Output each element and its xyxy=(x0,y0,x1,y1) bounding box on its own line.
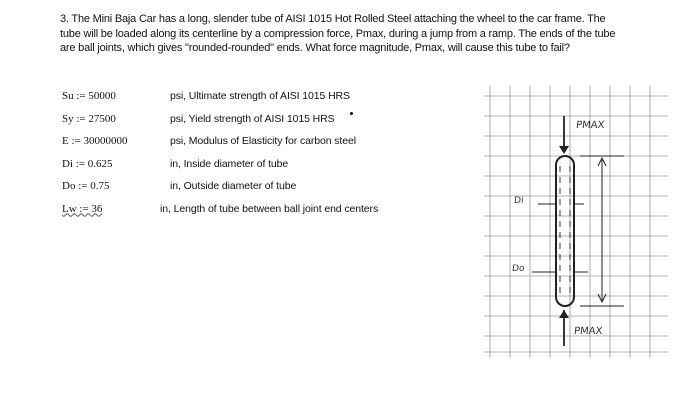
variable-row-su xyxy=(62,90,422,113)
variable-description: psi, Yield strength of AISI 1015 HRS xyxy=(170,112,335,125)
stray-dot-mark xyxy=(350,112,353,115)
variable-description: in, Length of tube between ball joint end centers xyxy=(160,202,379,215)
variable-expression: Do := 0.75 xyxy=(62,180,110,192)
variable-expression: Di := 0.625 xyxy=(62,157,113,170)
variable-expression: Lw := 36 xyxy=(62,202,103,215)
tube-sketch xyxy=(484,86,668,358)
outside-diameter-label: Do xyxy=(511,264,525,274)
variable-description: in, Inside diameter of tube xyxy=(170,157,289,170)
variable-expression: Su := 50000 xyxy=(62,90,116,102)
variable-description: psi, Modulus of Elasticity for carbon steel xyxy=(170,135,356,147)
variable-expression: E := 30000000 xyxy=(62,135,128,147)
inside-diameter-label: Di xyxy=(513,196,524,206)
pmax-top-label: PMAX xyxy=(575,120,605,131)
variable-description: in, Outside diameter of tube xyxy=(170,180,297,192)
variable-row-sy xyxy=(62,113,422,136)
variable-list xyxy=(62,90,422,225)
variable-row-do xyxy=(62,180,422,203)
variable-row-lw xyxy=(62,203,422,226)
variable-row-di xyxy=(62,158,422,181)
tube-outline xyxy=(556,156,574,306)
force-arrows xyxy=(559,116,569,346)
pmax-bottom-label: PMAX xyxy=(573,326,603,337)
variable-expression: Sy := 27500 xyxy=(62,112,116,125)
variable-row-e xyxy=(62,135,422,158)
problem-statement: 3. The Mini Baja Car has a long, slender tube of AISI 1015 Hot Rolled Steel attaching the wheel to the car frame. The tube will be loaded along its centerline by a compression force, Pmax, during a jump from a ramp. The ends of the tube are ball joints, which gives "rounded-rounded" ends. What force magnitude, Pmax, will cause this tube to fail? xyxy=(60,13,616,54)
variable-description: psi, Ultimate strength of AISI 1015 HRS xyxy=(170,90,350,102)
